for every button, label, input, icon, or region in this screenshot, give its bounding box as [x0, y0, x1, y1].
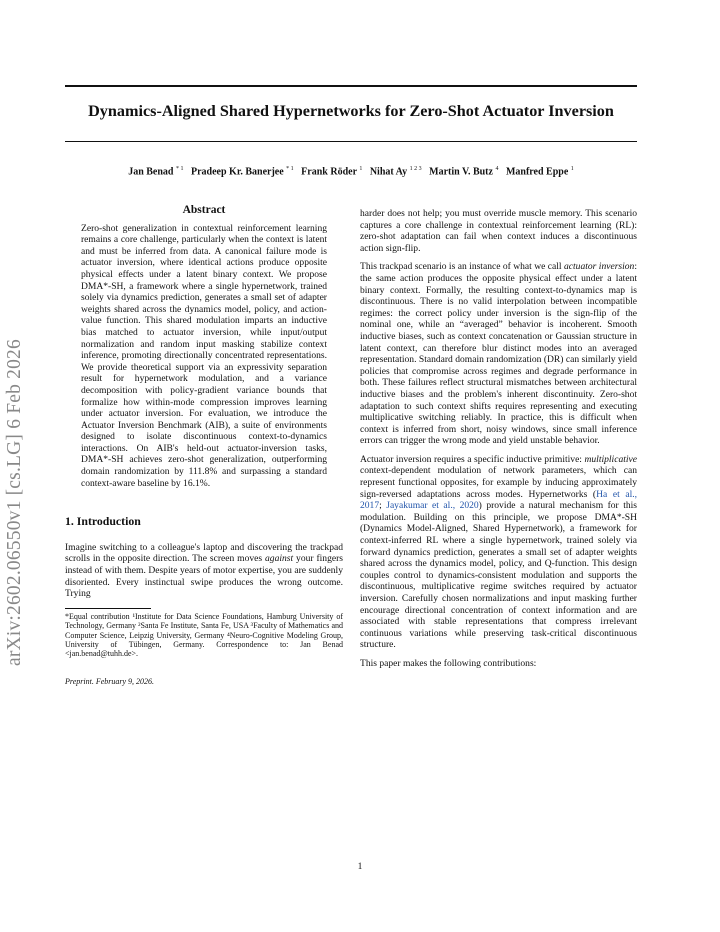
text-run: your fingers instead of with them. Despite years of motor expertise, you are suddenly disoriented. Every instinctual swipe produces the wrong outcome. Trying [65, 553, 343, 600]
author-affiliation-marks: * 1 [286, 166, 294, 172]
introduction-paragraph [65, 542, 343, 600]
emphasis-text: actuator inversion [564, 261, 635, 273]
right-column [360, 208, 637, 670]
author-name: Pradeep Kr. Banerjee [191, 166, 284, 178]
arxiv-identifier-stamp: arXiv:2602.06550v1 [cs.LG] 6 Feb 2026 [4, 339, 25, 666]
author-name: Manfred Eppe [505, 166, 569, 178]
emphasis-text: against [265, 553, 294, 565]
author-list [65, 166, 637, 177]
body-paragraph: This paper makes the following contributions: [360, 657, 537, 669]
body-paragraph [360, 261, 637, 447]
text-run: : the same action produces the opposite physical effect under a latent binary context. Formally, the resulting context-to-dynamics map is discontinuous. There is no valid interpolation between incompatible regimes: the correct policy under inversion is the sign-flip of the nominal one, while an “averaged” behavior is incoherent. Smooth inductive biases, such as context concatenation or Gaussian structure in latent context, can therefore blur distinct modes into an averaged representation. Standard domain randomization (DR) can similarly yield policies that compromise across regimes and degrade performance in both. These failures reflect structural mismatches between architectural inductive biases and the problem's inherent discontinuity. Zero-shot adaptation to such context shifts requires representing and executing multiplicative switching reliably. In practice, this is difficult when context is inferred from short, noisy windows, since small inference errors can trigger the wrong mode and yield unstable behavior. [360, 261, 637, 447]
abstract-section [65, 205, 343, 489]
abstract-heading: Abstract [182, 204, 226, 216]
emphasis-text: multiplicative [584, 453, 637, 465]
left-column [65, 205, 343, 687]
page-number: 1 [357, 862, 363, 872]
abstract-text: Zero-shot generalization in contextual reinforcement learning remains a core challenge, particularly when the context is latent and must be inferred from data. A canonical failure mode is actuator inversion, where identical actions produce opposite physical effects under a latent binary context. We propose DMA*-SH, a framework where a single hypernetwork, trained solely via dynamics prediction, generates a small set of adapter weights shared across the dynamics model, policy, and action-value function. This shared modulation imparts an inductive bias matched to actuator inversion, while input/output normalization and random input masking stabilize context inference, promoting directionally concentrated representations. We provide theoretical support via an expressivity separation result for hypernetwork modulation, and a variance decomposition with policy-gradient variance bounds that formalize how within-mode compression improves learning under actuator inversion. For evaluation, we introduce the Actuator Inversion Benchmark (AIB), a suite of environments designed to isolate discontinuous context-to-dynamics interactions. On AIB's held-out actuator-inversion tasks, DMA*-SH achieves zero-shot generalization, outperforming domain randomization by 111.8% and surpassing a standard context-aware baseline by 16.1%. [81, 222, 327, 489]
author-name: Jan Benad [128, 166, 174, 178]
preprint-note: Preprint. February 9, 2026. [65, 676, 155, 686]
author-affiliation-marks: * 1 [176, 166, 184, 172]
body-paragraph [360, 454, 637, 651]
author-name: Martin V. Butz [429, 166, 493, 178]
citation-link[interactable]: Jayakumar et al., 2020 [386, 500, 479, 512]
author-name: Frank Röder [301, 166, 357, 178]
author-affiliation-marks: 4 [495, 166, 499, 172]
text-run: Actuator inversion requires a specific inductive primitive: [360, 453, 585, 465]
text-run: ) provide a natural mechanism for this modulation. Building on this principle, we propose DMA*-SH (Dynamics Model-Aligned, Shared Hypernetwork), a framework for context-inferred RL where a single hypernetwork, trained solely via forward dynamics prediction, generates a small set of adapter weights shared across the dynamics model, policy, and Q-function. This design couples control to dynamics-consistent modulation and supports the discontinuous, multiplicative regime switches required by actuator inversion. Carefully chosen normalizations and input masking further encourage directional concentration of context information and are associated with stable representations that compress irrelevant continuous variations while preserving task-critical discontinuous structure. [360, 500, 638, 651]
text-run: ; [379, 500, 387, 512]
text-run: context-dependent modulation of network parameters, which can represent functional opposites, for example by inducing approximately sign-reversed adaptations across modes. Hypernetworks ( [360, 465, 637, 500]
author-affiliation-marks: 1 [570, 166, 574, 172]
affiliations-footnote: *Equal contribution ¹Institute for Data Science Foundations, Hamburg University of Technology, Germany ²Santa Fe Institute, Santa Fe, USA ³Faculty of Mathematics and Computer Science, Leipzig University, Germany ⁴Neuro-Cognitive Modeling Group, University of Tübingen, Germany. Correspondence to: Jan Benad <jan.benad@tuhh.de>. [65, 611, 343, 659]
title-bottom-rule [65, 141, 637, 142]
introduction-heading: 1. Introduction [65, 514, 141, 529]
body-paragraph: harder does not help; you must override muscle memory. This scenario captures a core challenge in contextual reinforcement learning (RL): zero-shot adaptation can fail when context induces a discontinuous action sign-flip. [360, 208, 637, 254]
footnote-rule [65, 608, 151, 609]
text-run: This trackpad scenario is an instance of what we call [360, 261, 565, 273]
paper-title: Dynamics-Aligned Shared Hypernetworks for Zero-Shot Actuator Inversion [88, 102, 614, 120]
citation-link[interactable]: Ha et al., 2017 [360, 488, 637, 512]
author-name: Nihat Ay [369, 166, 408, 178]
text-run: Imagine switching to a colleague's laptop and discovering the trackpad scrolls in the opposite direction. The screen moves [65, 541, 343, 565]
author-affiliation-marks: 1 [359, 166, 363, 172]
author-affiliation-marks: 1 2 3 [409, 166, 422, 172]
title-top-rule [65, 85, 637, 87]
